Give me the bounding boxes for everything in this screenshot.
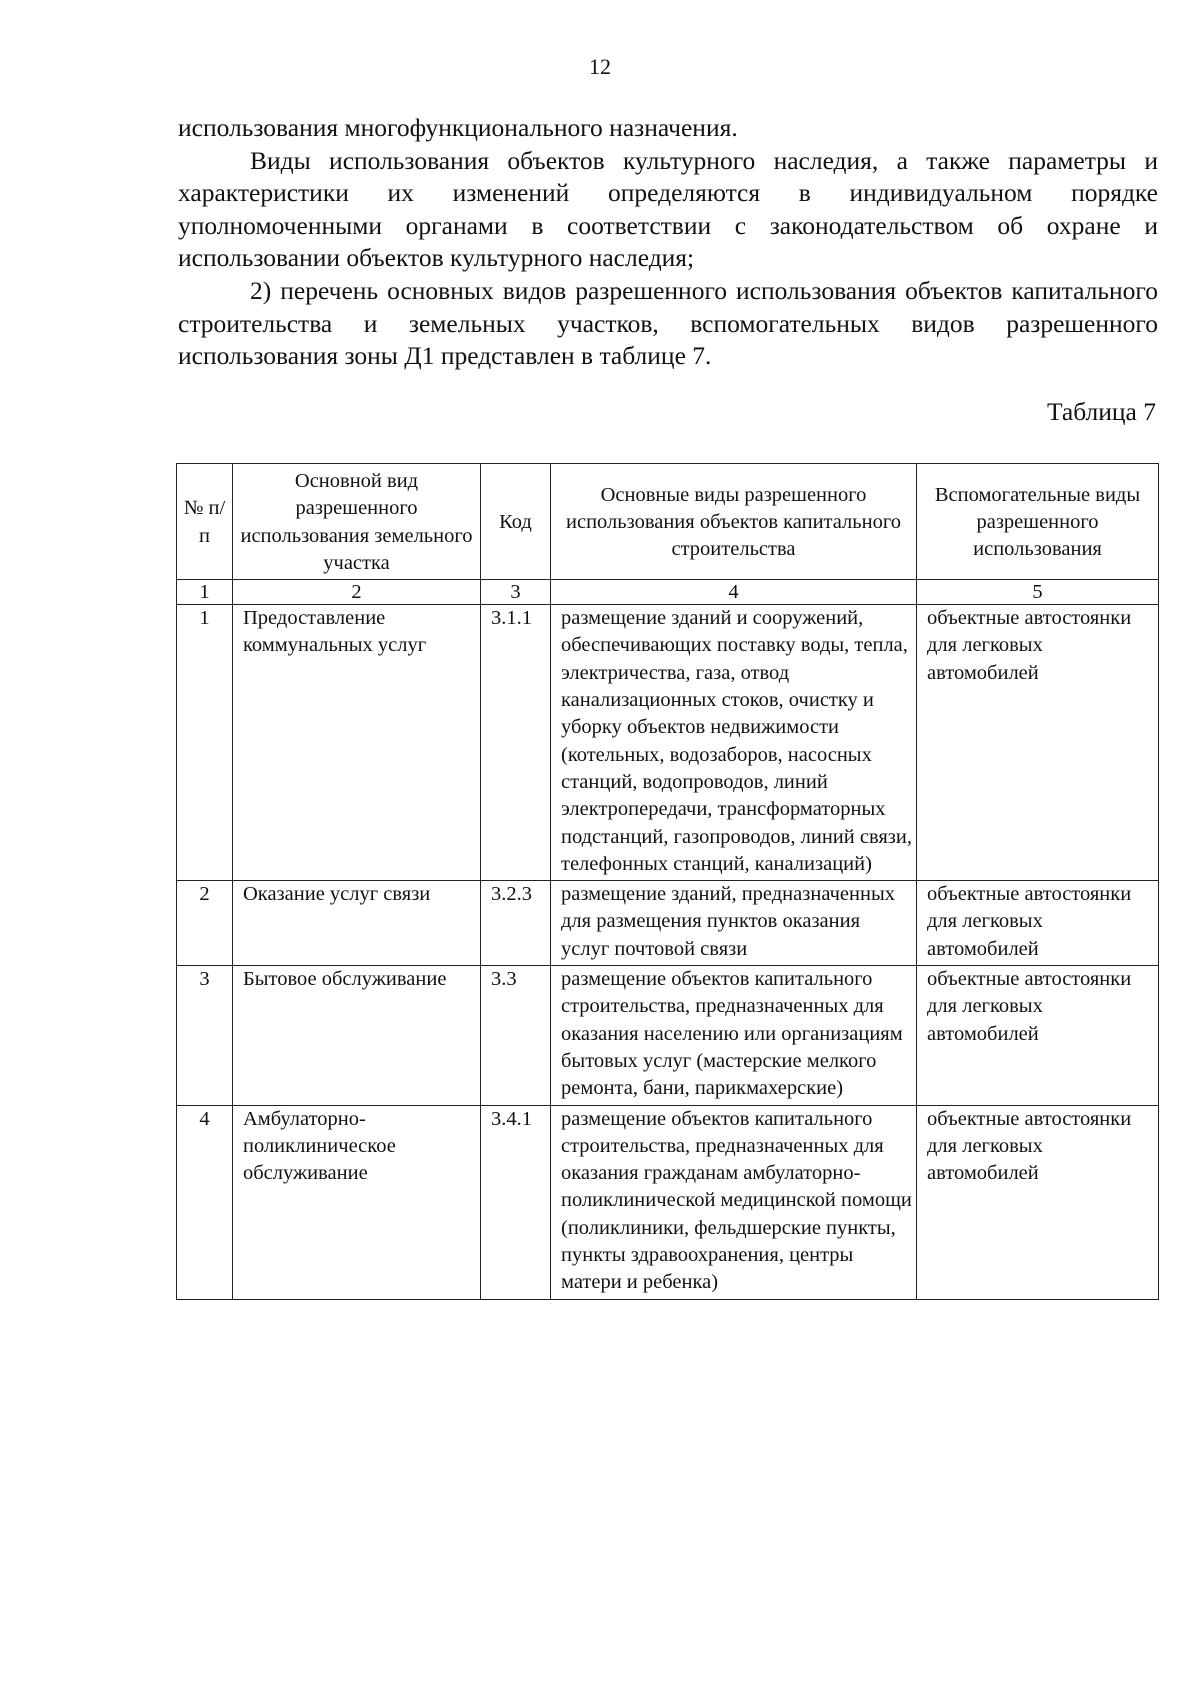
- column-number-row: [177, 580, 1159, 605]
- row-auxiliary-uses: объектные автостоянки для легковых автомобилей: [917, 1105, 1159, 1299]
- row-number: 3: [177, 966, 233, 1105]
- row-land-use: Амбулаторно-поликлиническое обслуживание: [233, 1105, 481, 1299]
- header-number: № п/п: [177, 464, 233, 580]
- column-number: 1: [177, 580, 233, 605]
- table-row: [177, 605, 1159, 881]
- table-header-row: [177, 464, 1159, 580]
- row-auxiliary-uses: объектные автостоянки для легковых автомобилей: [917, 605, 1159, 881]
- paragraph-use-list: 2) перечень основных видов разрешенного использования объектов капитального строительства и земельных участков, вспомогательных видов разрешенного использования зоны Д1 представлен в таблице 7.: [178, 275, 1158, 371]
- row-code: 3.4.1: [481, 1105, 551, 1299]
- page-number: 12: [589, 54, 611, 79]
- row-number: 1: [177, 605, 233, 881]
- column-number: 4: [551, 580, 917, 605]
- row-main-uses: размещение зданий, предназначенных для размещения пунктов оказания услуг почтовой связи: [551, 881, 917, 966]
- table-row: [177, 881, 1159, 966]
- column-number: 2: [233, 580, 481, 605]
- row-land-use: Оказание услуг связи: [233, 881, 481, 966]
- column-number: 5: [917, 580, 1159, 605]
- table-row: [177, 966, 1159, 1105]
- row-main-uses: размещение зданий и сооружений, обеспечивающих поставку воды, тепла, электричества, газа, отвод канализационных стоков, очистку и уборку объектов недвижимости (котельных, водозаборов, насосных станций, водопроводов, линий электропередачи, трансформаторных подстанций, газопроводов, линий связи, телефонных станций, канализаций): [551, 605, 917, 881]
- paragraph-cultural-heritage: Виды использования объектов культурного наследия, а также параметры и характеристики их изменений определяются в индивидуальном порядке уполномоченными органами в соответствии с законодательством об охране и использовании объектов культурного наследия;: [178, 145, 1158, 273]
- header-main-uses: Основные виды разрешенного использования объектов капитального строительства: [551, 464, 917, 580]
- table-caption: Таблица 7: [1046, 397, 1156, 426]
- row-number: 4: [177, 1105, 233, 1299]
- row-number: 2: [177, 881, 233, 966]
- table-row: [177, 1105, 1159, 1299]
- row-land-use: Бытовое обслуживание: [233, 966, 481, 1105]
- row-main-uses: размещение объектов капитального строительства, предназначенных для оказания населению или организациям бытовых услуг (мастерские мелкого ремонта, бани, парикмахерские): [551, 966, 917, 1105]
- land-use-table: [176, 463, 1159, 1300]
- row-auxiliary-uses: объектные автостоянки для легковых автомобилей: [917, 881, 1159, 966]
- row-code: 3.1.1: [481, 605, 551, 881]
- row-land-use: Предоставление коммунальных услуг: [233, 605, 481, 881]
- body-text: [178, 112, 1158, 373]
- row-code: 3.2.3: [481, 881, 551, 966]
- row-main-uses: размещение объектов капитального строительства, предназначенных для оказания гражданам амбулаторно-поликлинической медицинской помощи (поликлиники, фельдшерские пункты, пункты здравоохранения, центры матери и ребенка): [551, 1105, 917, 1299]
- header-code: Код: [481, 464, 551, 580]
- header-land-use: Основной вид разрешенного использования земельного участка: [233, 464, 481, 580]
- column-number: 3: [481, 580, 551, 605]
- row-auxiliary-uses: объектные автостоянки для легковых автомобилей: [917, 966, 1159, 1105]
- header-auxiliary-uses: Вспомогательные виды разрешенного использования: [917, 464, 1159, 580]
- paragraph-continuation: использования многофункционального назначения.: [178, 113, 738, 142]
- row-code: 3.3: [481, 966, 551, 1105]
